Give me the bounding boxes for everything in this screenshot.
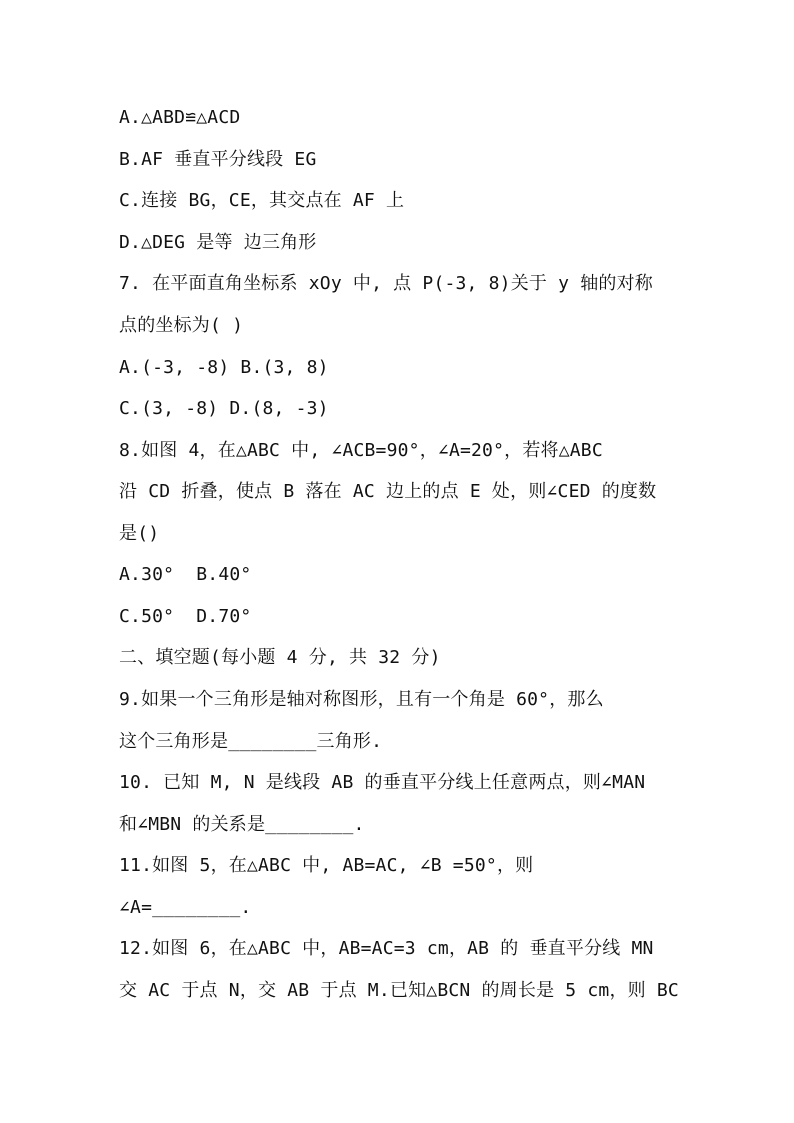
question-11-line-2: ∠A=________.	[119, 897, 252, 918]
question-10-line-2: 和∠MBN 的关系是________.	[119, 814, 365, 835]
question-9-line-2: 这个三角形是________三角形.	[119, 731, 383, 752]
question-8-line-2: 沿 CD 折叠，使点 B 落在 AC 边上的点 E 处，则∠CED 的度数	[119, 481, 657, 502]
options-7-cd: C.(3, -8) D.(8, -3)	[119, 398, 329, 419]
question-10-line-1: 10. 已知 M, N 是线段 AB 的垂直平分线上任意两点，则∠MAN	[119, 772, 646, 793]
options-7-ab: A.(-3, -8) B.(3, 8)	[119, 357, 329, 378]
question-7-line-1: 7. 在平面直角坐标系 xOy 中, 点 P(-3, 8)关于 y 轴的对称	[119, 273, 654, 294]
question-12-line-2: 交 AC 于点 N，交 AB 于点 M.已知△BCN 的周长是 5 cm，则 BC	[119, 980, 679, 1001]
question-7-line-2: 点的坐标为( )	[119, 315, 244, 336]
option-6b: B.AF 垂直平分线段 EG	[119, 149, 317, 170]
options-8-cd: C.50° D.70°	[119, 606, 252, 627]
option-6a: A.△ABD≌△ACD	[119, 107, 241, 128]
option-6d: D.△DEG 是等 边三角形	[119, 232, 317, 253]
question-12-line-1: 12.如图 6，在△ABC 中，AB=AC=3 cm，AB 的 垂直平分线 MN	[119, 938, 654, 959]
option-6c: C.连接 BG，CE，其交点在 AF 上	[119, 190, 405, 211]
question-11-line-1: 11.如图 5，在△ABC 中, AB=AC, ∠B =50°，则	[119, 855, 534, 876]
question-8-line-3: 是()	[119, 523, 160, 544]
options-8-ab: A.30° B.40°	[119, 564, 252, 585]
section-heading: 二、填空题(每小题 4 分, 共 32 分)	[119, 647, 441, 668]
question-8-line-1: 8.如图 4，在△ABC 中, ∠ACB=90°，∠A=20°，若将△ABC	[119, 440, 603, 461]
question-9-line-1: 9.如果一个三角形是轴对称图形，且有一个角是 60°，那么	[119, 689, 604, 710]
